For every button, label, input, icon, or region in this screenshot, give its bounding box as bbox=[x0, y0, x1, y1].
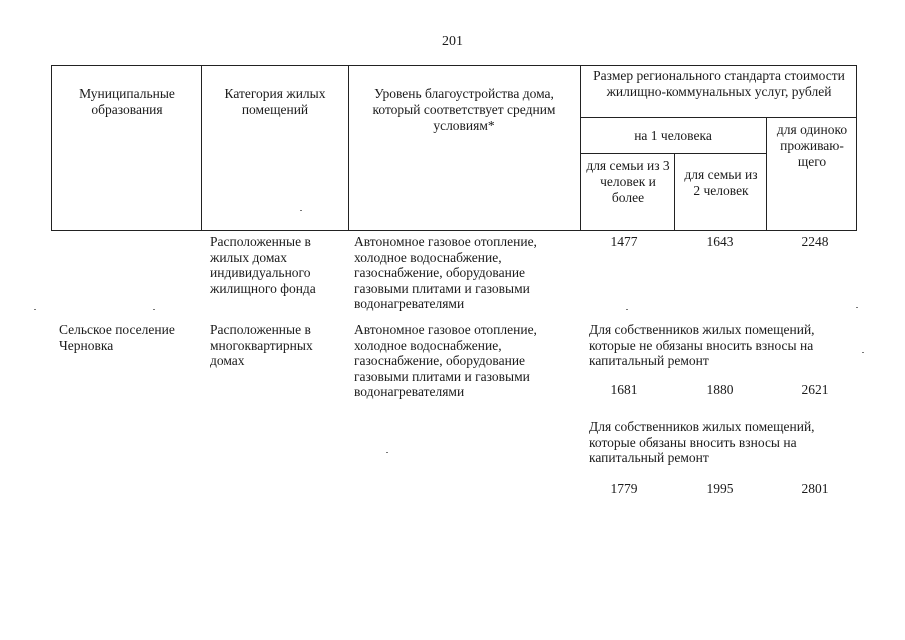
row1-value-family2: 1643 bbox=[706, 234, 734, 249]
header-single-resident: для одиноко проживаю-щего bbox=[776, 122, 848, 169]
row2-note-no-capital-repair: Для собственников жилых помещений, которые не обязаны вносить взносы на капитальный ремонт bbox=[589, 322, 815, 368]
row2a-value-single: 2621 bbox=[801, 382, 829, 397]
scan-speck bbox=[386, 452, 388, 453]
scan-speck bbox=[300, 210, 302, 211]
scan-speck bbox=[862, 352, 864, 353]
header-comfort-level: Уровень благоустройства дома, который соответствует средним условиям* bbox=[372, 86, 556, 133]
row2b-value-family3: 1779 bbox=[610, 481, 638, 496]
scan-speck bbox=[153, 309, 155, 310]
row2b-value-single: 2801 bbox=[801, 481, 829, 496]
table-header bbox=[51, 65, 857, 231]
row2-note-capital-repair: Для собственников жилых помещений, которые обязаны вносить взносы на капитальный ремонт bbox=[589, 419, 815, 465]
scan-speck bbox=[856, 307, 858, 308]
row2a-value-family2: 1880 bbox=[706, 382, 734, 397]
header-family-3: для семьи из 3 человек и более bbox=[586, 158, 670, 205]
header-per-person: на 1 человека bbox=[634, 128, 712, 143]
header-standard-size: Размер регионального стандарта стоимости жилищно-коммунальных услуг, рублей bbox=[593, 68, 845, 99]
row2-municipality: Сельское поселение Черновка bbox=[59, 322, 175, 353]
header-family-2: для семьи из 2 человек bbox=[684, 167, 758, 198]
row2-comfort-level: Автономное газовое отопление, холодное водоснабжение, газоснабжение, оборудование газовыми плитами и газовыми водонагревателями bbox=[354, 322, 537, 399]
header-category: Категория жилых помещений bbox=[224, 86, 326, 117]
page-number: 201 bbox=[442, 34, 463, 49]
scan-speck bbox=[34, 309, 36, 310]
row1-comfort-level: Автономное газовое отопление, холодное водоснабжение, газоснабжение, оборудование газовыми плитами и газовыми водонагревателями bbox=[354, 234, 537, 311]
row1-value-single: 2248 bbox=[801, 234, 829, 249]
header-municipality: Муниципальные образования bbox=[79, 86, 175, 117]
row2-category: Расположенные в многоквартирных домах bbox=[210, 322, 313, 368]
row1-category: Расположенные в жилых домах индивидуального жилищного фонда bbox=[210, 234, 316, 296]
row2a-value-family3: 1681 bbox=[610, 382, 638, 397]
row2b-value-family2: 1995 bbox=[706, 481, 734, 496]
scan-speck bbox=[626, 309, 628, 310]
row1-value-family3: 1477 bbox=[610, 234, 638, 249]
